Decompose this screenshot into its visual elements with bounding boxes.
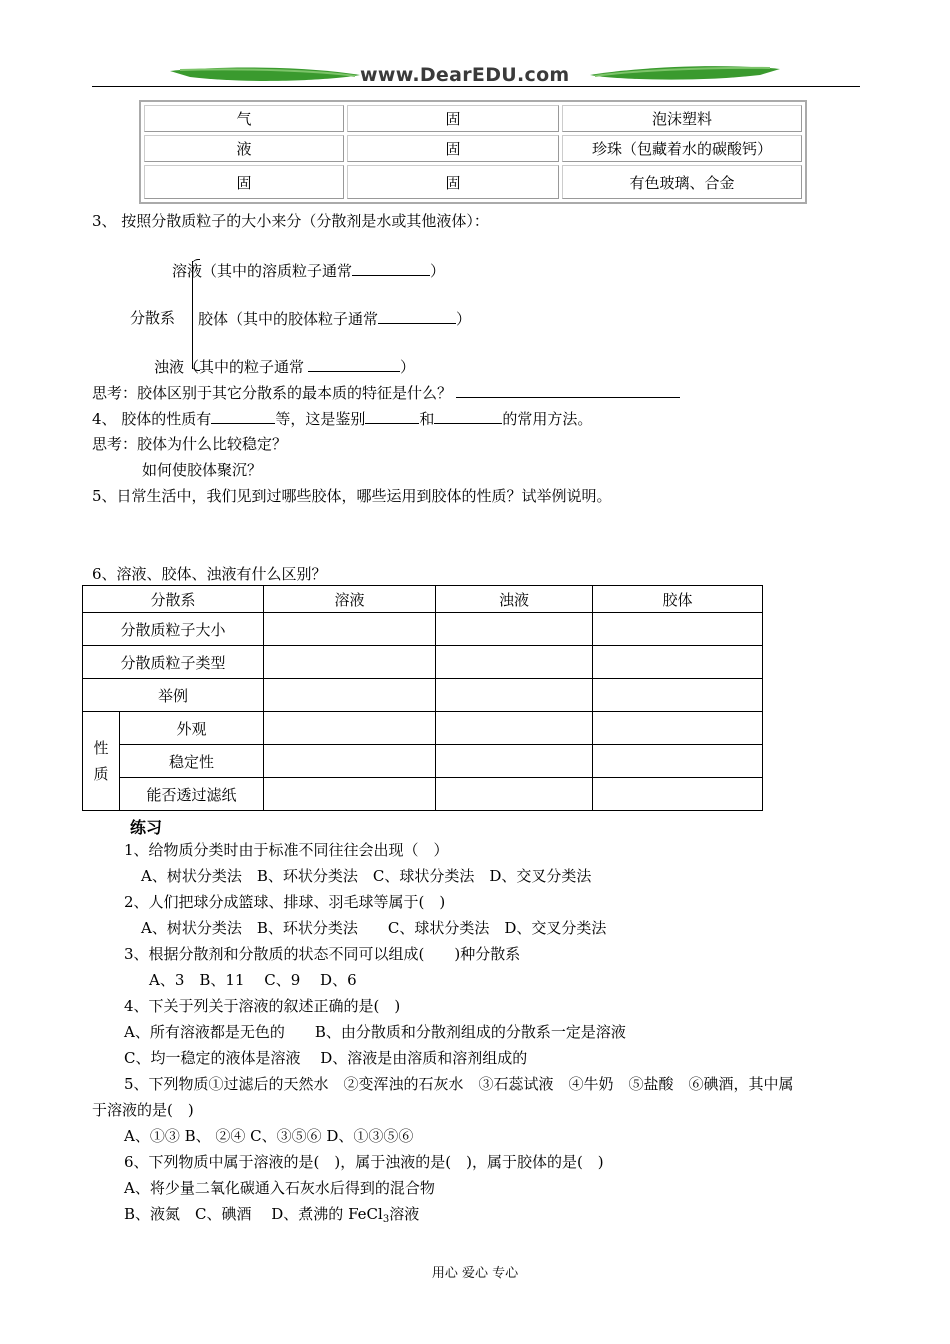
think-coagulation: 如何使胶体聚沉？ [142,461,263,479]
answer-blank[interactable] [456,381,680,398]
practice-line: A、3 B、11 C、9 D、6 [149,971,357,989]
header-rule [92,86,860,87]
answer-cell[interactable] [436,646,593,679]
answer-cell[interactable] [264,646,436,679]
table-header: 分散系 [83,586,264,613]
answer-cell[interactable] [593,745,763,778]
practice-line: 1、给物质分类时由于标准不同往往会出现（ ） [124,841,449,859]
think-colloid-feature [92,381,680,403]
answer-blank[interactable] [434,407,502,424]
answer-cell[interactable] [593,712,763,745]
think-stability: 思考：胶体为什么比较稳定？ [92,435,288,453]
q4-text: 和 [419,410,435,428]
answer-cell[interactable] [593,679,763,712]
answer-cell[interactable] [264,745,436,778]
table-header: 浊液 [436,586,593,613]
table-cell: 珍珠（包藏着水的碳酸钙） [562,135,802,162]
q4-text: 4、 胶体的性质有 [92,410,212,428]
property-group-char: 质 [93,765,109,783]
answer-cell[interactable] [593,646,763,679]
suspension-text: 浊液（其中的粒子通常 [154,358,305,376]
row-label: 举例 [83,679,264,712]
practice-line: 于溶液的是( ) [92,1101,194,1119]
table-header: 溶液 [264,586,436,613]
colloid-text: 胶体（其中的胶体粒子通常 [198,310,379,328]
answer-cell[interactable] [436,745,593,778]
table-cell: 气 [144,105,344,132]
practice-line: A、树状分类法 B、环状分类法 C、球状分类法 D、交叉分类法 [141,919,607,937]
row-label: 稳定性 [120,745,264,778]
row-label: 分散质粒子类型 [83,646,264,679]
answer-cell[interactable] [264,679,436,712]
practice-line: 2、人们把球分成篮球、排球、羽毛球等属于( ) [124,893,446,911]
answer-blank[interactable] [308,355,400,372]
practice-line: A、树状分类法 B、环状分类法 C、球状分类法 D、交叉分类法 [141,867,592,885]
answer-cell[interactable] [593,778,763,811]
q4-text: 等，这是鉴别 [275,410,366,428]
question-5: 5、日常生活中，我们见到过哪些胶体，哪些运用到胶体的性质？试举例说明。 [92,487,612,505]
answer-blank[interactable] [365,407,419,424]
row-label: 外观 [120,712,264,745]
answer-blank[interactable] [211,407,275,424]
question-6-title: 6、溶液、胶体、浊液有什么区别？ [92,565,327,583]
question-4 [92,407,592,429]
answer-cell[interactable] [436,679,593,712]
practice-line: A、将少量二氧化碳通入石灰水后得到的混合物 [124,1179,435,1197]
answer-cell[interactable] [264,712,436,745]
colloid-line [198,307,471,329]
practice-line: 6、下列物质中属于溶液的是( )，属于浊液的是( )，属于胶体的是( ) [124,1153,604,1171]
question-3-title: 3、 按照分散质粒子的大小来分（分散剂是水或其他液体）： [92,212,489,230]
table-cell: 有色玻璃、合金 [562,165,802,199]
practice-line: A、所有溶液都是无色的 B、由分散质和分散剂组成的分散系一定是溶液 [124,1023,626,1041]
close-paren: ） [430,262,446,280]
practice-line: C、均一稳定的液体是溶液 D、溶液是由溶质和溶剂组成的 [124,1049,528,1067]
q4-text: 的常用方法。 [502,410,593,428]
answer-cell[interactable] [436,613,593,646]
practice-line: 4、下关于列关于溶液的叙述正确的是( ) [124,997,401,1015]
practice-heading: 练习 [130,818,163,837]
answer-cell[interactable] [436,712,593,745]
answer-cell[interactable] [436,778,593,811]
comparison-table [82,585,763,811]
table-cell: 固 [347,165,559,199]
page-footer: 用心 爱心 专心 [431,1266,519,1281]
solution-text: 溶液（其中的溶质粒子通常 [172,262,353,280]
answer-blank[interactable] [378,307,456,324]
table-cell: 固 [144,165,344,199]
row-label: 分散质粒子大小 [83,613,264,646]
practice-text: 溶液 [389,1205,420,1223]
think-text: 思考：胶体区别于其它分散系的最本质的特征是什么？ [92,384,453,402]
answer-cell[interactable] [264,613,436,646]
solution-line [172,259,445,281]
property-group-char: 性 [93,739,109,757]
table-cell: 泡沫塑料 [562,105,802,132]
property-group-label [83,712,120,811]
answer-cell[interactable] [264,778,436,811]
brace-bracket [192,261,203,369]
dispersion-state-table [139,100,807,204]
practice-text: B、液氮 C、碘酒 D、煮沸的 FeCl [124,1205,383,1223]
close-paren: ） [456,310,472,328]
practice-line: 5、下列物质①过滤后的天然水 ②变浑浊的石灰水 ③石蕊试液 ④牛奶 ⑤盐酸 ⑥碘酒，其中属 [124,1075,794,1093]
practice-line [124,1203,419,1225]
practice-line: A、①③ B、 ②④ C、③⑤⑥ D、①③⑤⑥ [124,1127,414,1145]
site-logo-text: www.DearEDU.com [360,64,570,86]
close-paren: ） [400,358,416,376]
row-label: 能否透过滤纸 [120,778,264,811]
answer-cell[interactable] [593,613,763,646]
table-cell: 固 [347,135,559,162]
answer-blank[interactable] [352,259,430,276]
table-header: 胶体 [593,586,763,613]
practice-line: 3、根据分散剂和分散质的状态不同可以组成( )种分散系 [124,945,521,963]
table-cell: 固 [347,105,559,132]
table-cell: 液 [144,135,344,162]
subscript: 3 [382,1214,390,1225]
dispersion-system-label: 分散系 [130,309,176,327]
